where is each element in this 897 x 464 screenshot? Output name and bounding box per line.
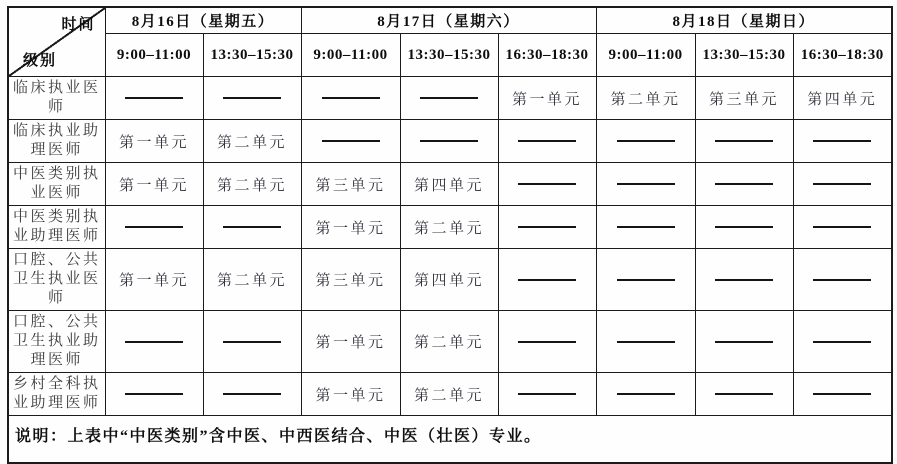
exam-unit-cell: 第一单元 xyxy=(105,249,203,311)
time-header: 16:30–18:30 xyxy=(498,34,596,77)
no-exam-cell xyxy=(498,373,596,416)
dash-line xyxy=(518,183,576,185)
exam-unit-cell: 第四单元 xyxy=(400,163,498,206)
dash-line xyxy=(813,140,871,142)
time-header-row xyxy=(8,34,892,77)
no-exam-cell xyxy=(596,120,695,163)
dash-line xyxy=(715,226,773,228)
corner-diagonal-cell xyxy=(8,7,105,77)
no-exam-cell xyxy=(203,311,301,373)
dash-line xyxy=(617,393,675,395)
no-exam-cell xyxy=(695,120,793,163)
no-exam-cell xyxy=(498,120,596,163)
no-exam-cell xyxy=(596,373,695,416)
row-label: 乡村全科执业助理医师 xyxy=(8,373,105,416)
dash-line xyxy=(223,393,281,395)
no-exam-cell xyxy=(301,77,400,120)
no-exam-cell xyxy=(105,311,203,373)
time-header: 16:30–18:30 xyxy=(793,34,892,77)
no-exam-cell xyxy=(695,373,793,416)
dash-line xyxy=(223,226,281,228)
dash-line xyxy=(518,393,576,395)
dash-line xyxy=(125,226,183,228)
note-row xyxy=(8,416,892,464)
note-text: 说明：上表中“中医类别”含中医、中西医结合、中医（壮医）专业。 xyxy=(8,416,892,464)
dash-line xyxy=(617,183,675,185)
corner-time-label: 时间 xyxy=(61,17,96,33)
no-exam-cell xyxy=(695,311,793,373)
exam-unit-cell: 第一单元 xyxy=(301,373,400,416)
table-row xyxy=(8,249,892,311)
no-exam-cell xyxy=(105,206,203,249)
no-exam-cell xyxy=(498,206,596,249)
row-label: 临床执业医师 xyxy=(8,77,105,120)
table-row xyxy=(8,206,892,249)
dash-line xyxy=(715,341,773,343)
no-exam-cell xyxy=(793,311,892,373)
time-header: 13:30–15:30 xyxy=(695,34,793,77)
no-exam-cell xyxy=(793,249,892,311)
dash-line xyxy=(617,140,675,142)
dash-line xyxy=(715,183,773,185)
no-exam-cell xyxy=(105,77,203,120)
no-exam-cell xyxy=(498,163,596,206)
no-exam-cell xyxy=(596,249,695,311)
dash-line xyxy=(518,341,576,343)
dash-line xyxy=(617,279,675,281)
exam-unit-cell: 第二单元 xyxy=(203,163,301,206)
no-exam-cell xyxy=(793,163,892,206)
dash-line xyxy=(518,279,576,281)
table-row xyxy=(8,120,892,163)
dash-line xyxy=(813,183,871,185)
row-label: 临床执业助理医师 xyxy=(8,120,105,163)
dash-line xyxy=(125,97,183,99)
dash-line xyxy=(518,226,576,228)
exam-unit-cell: 第一单元 xyxy=(498,77,596,120)
dash-line xyxy=(715,279,773,281)
dash-line xyxy=(617,341,675,343)
no-exam-cell xyxy=(203,77,301,120)
exam-unit-cell: 第三单元 xyxy=(301,163,400,206)
dash-line xyxy=(715,140,773,142)
date-header: 8月16日（星期五） xyxy=(105,7,301,34)
dash-line xyxy=(813,393,871,395)
exam-unit-cell: 第二单元 xyxy=(203,249,301,311)
row-label: 中医类别执业医师 xyxy=(8,163,105,206)
time-header: 9:00–11:00 xyxy=(596,34,695,77)
dash-line xyxy=(420,97,478,99)
dash-line xyxy=(223,341,281,343)
no-exam-cell xyxy=(105,373,203,416)
no-exam-cell xyxy=(793,206,892,249)
exam-unit-cell: 第三单元 xyxy=(695,77,793,120)
dash-line xyxy=(125,393,183,395)
time-header: 13:30–15:30 xyxy=(400,34,498,77)
exam-unit-cell: 第二单元 xyxy=(400,206,498,249)
date-header: 8月17日（星期六） xyxy=(301,7,596,34)
exam-schedule-table xyxy=(7,6,893,464)
dash-line xyxy=(813,279,871,281)
time-header: 9:00–11:00 xyxy=(105,34,203,77)
exam-unit-cell: 第二单元 xyxy=(596,77,695,120)
exam-unit-cell: 第一单元 xyxy=(301,206,400,249)
dash-line xyxy=(617,226,675,228)
date-header-row xyxy=(8,7,892,34)
no-exam-cell xyxy=(400,120,498,163)
table-row xyxy=(8,311,892,373)
no-exam-cell xyxy=(498,311,596,373)
date-header: 8月18日（星期日） xyxy=(596,7,892,34)
exam-unit-cell: 第二单元 xyxy=(400,311,498,373)
exam-unit-cell: 第二单元 xyxy=(400,373,498,416)
no-exam-cell xyxy=(301,120,400,163)
dash-line xyxy=(420,140,478,142)
no-exam-cell xyxy=(596,206,695,249)
no-exam-cell xyxy=(793,373,892,416)
exam-unit-cell: 第一单元 xyxy=(105,163,203,206)
dash-line xyxy=(813,226,871,228)
table-row xyxy=(8,163,892,206)
exam-unit-cell: 第三单元 xyxy=(301,249,400,311)
time-header: 9:00–11:00 xyxy=(301,34,400,77)
no-exam-cell xyxy=(596,163,695,206)
no-exam-cell xyxy=(498,249,596,311)
exam-unit-cell: 第二单元 xyxy=(203,120,301,163)
dash-line xyxy=(715,393,773,395)
row-label: 口腔、公共卫生执业医师 xyxy=(8,249,105,311)
dash-line xyxy=(322,140,380,142)
no-exam-cell xyxy=(203,206,301,249)
no-exam-cell xyxy=(400,77,498,120)
corner-level-label: 级别 xyxy=(23,53,58,69)
exam-unit-cell: 第一单元 xyxy=(301,311,400,373)
no-exam-cell xyxy=(695,163,793,206)
exam-unit-cell: 第一单元 xyxy=(105,120,203,163)
no-exam-cell xyxy=(793,120,892,163)
table-row xyxy=(8,373,892,416)
exam-unit-cell: 第四单元 xyxy=(400,249,498,311)
no-exam-cell xyxy=(596,311,695,373)
row-label: 中医类别执业助理医师 xyxy=(8,206,105,249)
dash-line xyxy=(223,97,281,99)
row-label: 口腔、公共卫生执业助理医师 xyxy=(8,311,105,373)
exam-unit-cell: 第四单元 xyxy=(793,77,892,120)
dash-line xyxy=(322,97,380,99)
table-row xyxy=(8,77,892,120)
dash-line xyxy=(125,341,183,343)
dash-line xyxy=(813,341,871,343)
no-exam-cell xyxy=(695,249,793,311)
dash-line xyxy=(518,140,576,142)
no-exam-cell xyxy=(695,206,793,249)
time-header: 13:30–15:30 xyxy=(203,34,301,77)
no-exam-cell xyxy=(203,373,301,416)
